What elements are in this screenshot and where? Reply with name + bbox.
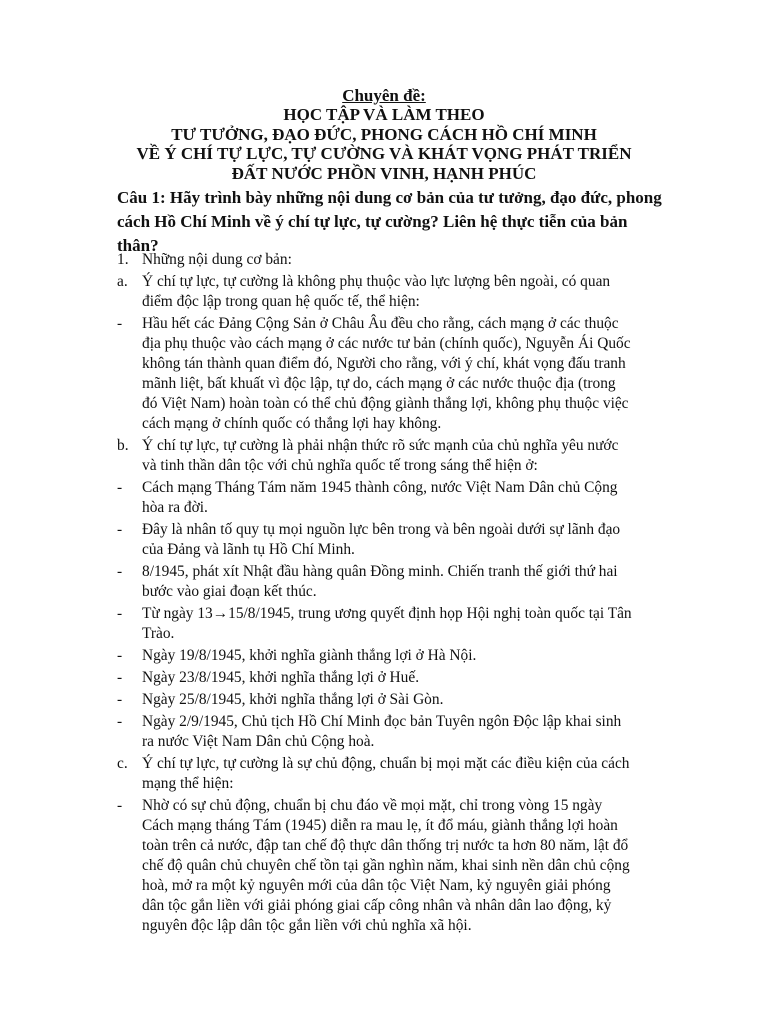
title-line: VỀ Ý CHÍ TỰ LỰC, TỰ CƯỜNG VÀ KHÁT VỌNG PHÁT TRIỂN — [136, 144, 632, 163]
paragraph-line: ra nước Việt Nam Dân chủ Cộng hoà. — [142, 733, 375, 750]
list-item — [117, 668, 677, 688]
list-marker: - — [117, 713, 123, 730]
document-header — [100, 86, 668, 183]
paragraph-line: Ngày 19/8/1945, khởi nghĩa giành thắng lợi ở Hà Nội. — [142, 647, 477, 664]
list-item — [117, 712, 677, 752]
paragraph-line: Nhờ có sự chủ động, chuẩn bị chu đáo về mọi mặt, chỉ trong vòng 15 ngày — [142, 797, 603, 814]
list-item — [117, 796, 677, 936]
list-item — [117, 562, 677, 602]
topic-label: Chuyên đề: — [342, 86, 426, 105]
list-item — [117, 690, 677, 710]
list-marker: - — [117, 605, 123, 622]
title-line: TƯ TƯỞNG, ĐẠO ĐỨC, PHONG CÁCH HỒ CHÍ MINH — [171, 124, 597, 144]
paragraph-line: hòa ra đời. — [142, 499, 208, 516]
paragraph-line: Từ ngày 13→15/8/1945, trung ương quyết định họp Hội nghị toàn quốc tại Tân — [142, 605, 632, 622]
paragraph-line: của Đảng và lãnh tụ Hồ Chí Minh. — [142, 541, 355, 558]
paragraph-line: và tinh thần dân tộc với chủ nghĩa quốc tế trong sáng thể hiện ở: — [142, 457, 538, 474]
paragraph-line: Cách mạng Tháng Tám năm 1945 thành công, nước Việt Nam Dân chủ Cộng — [142, 479, 618, 496]
paragraph-line: Những nội dung cơ bản: — [142, 251, 292, 268]
question-line: thân? — [117, 236, 159, 255]
paragraph-line: Hầu hết các Đảng Cộng Sản ở Châu Âu đều cho rằng, cách mạng ở các thuộc — [142, 315, 619, 332]
list-marker: 1. — [117, 251, 129, 268]
paragraph-line: chế độ quân chủ chuyên chế tồn tại gần nghìn năm, khai sinh nền dân chủ cộng — [142, 857, 630, 874]
paragraph-line: nguyên độc lập dân tộc gắn liền với chủ nghĩa xã hội. — [142, 917, 472, 934]
title-line: ĐẤT NƯỚC PHỒN VINH, HẠNH PHÚC — [231, 163, 537, 183]
list-marker: - — [117, 647, 123, 664]
paragraph-line: bước vào giai đoạn kết thúc. — [142, 583, 317, 600]
paragraph-line: điểm độc lập trong quan hệ quốc tế, thể hiện: — [142, 293, 420, 310]
paragraph-line: toàn trên cả nước, đập tan chế độ thực dân thống trị nước ta hơn 80 năm, lật đổ — [142, 837, 629, 854]
list-item — [117, 754, 677, 794]
list-item — [117, 436, 677, 476]
list-marker: - — [117, 521, 123, 538]
list-item — [117, 520, 677, 560]
paragraph-line: Ngày 2/9/1945, Chủ tịch Hồ Chí Minh đọc bản Tuyên ngôn Độc lập khai sinh — [142, 713, 622, 730]
paragraph-line: mạng thể hiện: — [142, 775, 234, 792]
list-item — [117, 478, 677, 518]
list-marker: - — [117, 563, 123, 580]
list-marker: - — [117, 479, 123, 496]
paragraph-line: Ý chí tự lực, tự cường là không phụ thuộc vào lực lượng bên ngoài, có quan — [142, 273, 611, 290]
paragraph-line: Ý chí tự lực, tự cường là sự chủ động, chuẩn bị mọi mặt các điều kiện của cách — [142, 755, 630, 772]
paragraph-line: Ý chí tự lực, tự cường là phải nhận thức rõ sức mạnh của chủ nghĩa yêu nước — [142, 437, 619, 454]
list-marker: - — [117, 315, 123, 332]
question-heading — [117, 186, 662, 258]
paragraph-line: Đây là nhân tố quy tụ mọi nguồn lực bên trong và bên ngoài dưới sự lãnh đạo — [142, 521, 621, 538]
paragraph-line: đó Việt Nam) hoàn toàn có thể chủ động giành thắng lợi, không phụ thuộc việc — [142, 395, 629, 412]
paragraph-line: Trào. — [142, 625, 175, 642]
list-item — [117, 272, 677, 312]
paragraph-line: Cách mạng tháng Tám (1945) diễn ra mau lẹ, ít đổ máu, giành thắng lợi hoàn — [142, 817, 618, 834]
document-body — [117, 250, 677, 938]
list-marker: b. — [117, 437, 129, 454]
paragraph-line: cách mạng ở chính quốc có thắng lợi hay không. — [142, 415, 442, 432]
paragraph-line: địa phụ thuộc vào cách mạng ở các nước tư bản (chính quốc), Nguyễn Ái Quốc — [142, 335, 631, 352]
paragraph-line: Ngày 25/8/1945, khởi nghĩa thắng lợi ở Sài Gòn. — [142, 691, 444, 708]
paragraph-line: Ngày 23/8/1945, khởi nghĩa thắng lợi ở Huế. — [142, 669, 420, 686]
paragraph-line: dân tộc gắn liền với giải phóng giai cấp công nhân và nhân dân lao động, kỷ — [142, 897, 612, 914]
title-line: HỌC TẬP VÀ LÀM THEO — [283, 105, 485, 124]
list-item — [117, 604, 677, 644]
paragraph-line: không tán thành quan điểm đó, Người cho rằng, với ý chí, khát vọng đấu tranh — [142, 355, 626, 372]
list-marker: c. — [117, 755, 128, 772]
list-marker: - — [117, 691, 123, 708]
paragraph-line: 8/1945, phát xít Nhật đầu hàng quân Đồng minh. Chiến tranh thế giới thứ hai — [142, 563, 618, 580]
list-marker: - — [117, 797, 123, 814]
question-line: Câu 1: Hãy trình bày những nội dung cơ bản của tư tưởng, đạo đức, phong — [117, 188, 662, 207]
list-item — [117, 646, 677, 666]
question-line: cách Hồ Chí Minh về ý chí tự lực, tự cường? Liên hệ thực tiễn của bản — [117, 212, 628, 231]
paragraph-line: mãnh liệt, bất khuất vì độc lập, tự do, cách mạng ở các nước thuộc địa (trong — [142, 375, 616, 392]
list-item — [117, 250, 677, 270]
list-item — [117, 314, 677, 434]
paragraph-line: hoà, mở ra một kỷ nguyên mới của dân tộc Việt Nam, kỷ nguyên giải phóng — [142, 877, 611, 894]
list-marker: a. — [117, 273, 128, 290]
list-marker: - — [117, 669, 123, 686]
